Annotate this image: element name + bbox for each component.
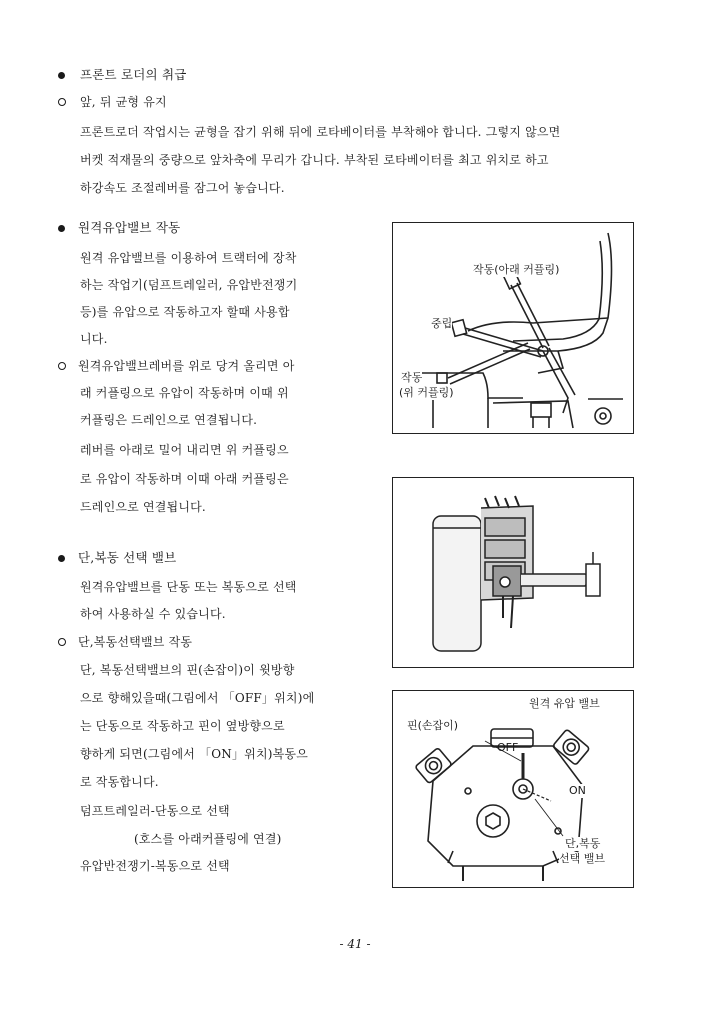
item-line: 원격유압밸브레버를 위로 당겨 올리면 아 — [78, 359, 295, 373]
label-lower-coupling-1: 작동 — [401, 371, 423, 384]
sub-heading-selector-operation: 단,복동선택밸브 작동 — [78, 635, 193, 649]
valve-mount-drawing — [393, 478, 635, 669]
label-lower-coupling-2: (위 커플링) — [399, 386, 454, 399]
paragraph-line: 하는 작업기(덤프트레일러, 유압반전쟁기 — [80, 278, 298, 292]
lever-drawing — [393, 223, 635, 435]
open-bullet-icon — [58, 98, 66, 106]
page-number: - 41 - — [339, 937, 371, 951]
label-off: OFF — [497, 741, 519, 754]
figure-selector-valve — [392, 690, 634, 888]
open-bullet-icon — [58, 362, 66, 370]
section-heading-selector-valve: 단,복동 선택 밸브 — [78, 550, 177, 565]
label-upper-coupling: 작동(아래 커플링) — [473, 263, 560, 276]
paragraph-line: 프론트로더 작업시는 균형을 잡기 위해 뒤에 로타베이터를 부착해야 합니다. 그렇지 않으면 — [80, 125, 561, 139]
sub-heading-balance: 앞, 뒤 균형 유지 — [80, 95, 167, 109]
label-pin-handle: 핀(손잡이) — [407, 719, 459, 732]
section-heading-front-loader: 프론트 로더의 취급 — [80, 67, 187, 82]
section-heading-remote-valve: 원격유압밸브 작동 — [78, 220, 181, 235]
paragraph-line: 원격유압밸브를 단동 또는 복동으로 선택 — [80, 580, 297, 594]
item-line: 로 유압이 작동하며 이때 아래 커플링은 — [80, 472, 289, 486]
item-line: 로 작동합니다. — [80, 775, 159, 789]
paragraph-line: 하여 사용하실 수 있습니다. — [80, 607, 226, 621]
open-bullet-icon — [58, 638, 66, 646]
selection-line: 덤프트레일러-단동으로 선택 — [80, 804, 230, 818]
paragraph-line: 등)를 유압으로 작동하고자 할때 사용합 — [80, 305, 290, 319]
paragraph-line: 원격 유압밸브를 이용하여 트랙터에 장착 — [80, 251, 297, 265]
paragraph-line: 하강속도 조절레버를 잠그어 놓습니다. — [80, 181, 285, 195]
item-line: 드레인으로 연결됩니다. — [80, 500, 206, 514]
paragraph-line: 니다. — [80, 332, 108, 346]
paragraph-line: 버켓 적재물의 중량으로 앞차축에 무리가 갑니다. 부착된 로타베이터를 최고 위치로 하고 — [80, 153, 549, 167]
item-line: 으로 향해있을때(그림에서 「OFF」위치)에 — [80, 691, 315, 705]
filled-bullet-icon — [58, 72, 65, 79]
figure-valve-mount — [392, 477, 634, 668]
selection-line: (호스를 아래커플링에 연결) — [134, 832, 282, 846]
figure-remote-valve-lever — [392, 222, 634, 434]
item-line: 커플링은 드레인으로 연결됩니다. — [80, 413, 258, 427]
item-line: 레버를 아래로 밀어 내리면 위 커플링으 — [80, 443, 289, 457]
label-on: ON — [569, 784, 586, 797]
item-line: 는 단동으로 작동하고 핀이 옆방향으로 — [80, 719, 285, 733]
item-line: 단, 복동선택밸브의 핀(손잡이)이 윗방향 — [80, 663, 295, 677]
label-selector-valve-2: 선택 밸브 — [559, 852, 606, 865]
item-line: 래 커플링으로 유압이 작동하며 이때 위 — [80, 386, 289, 400]
figure-title-remote-valve: 원격 유압 밸브 — [529, 697, 600, 710]
label-selector-valve-1: 단,복동 — [565, 837, 601, 850]
filled-bullet-icon — [58, 225, 65, 232]
item-line: 향하게 되면(그림에서 「ON」위치)복동으 — [80, 747, 309, 761]
selection-line: 유압반전쟁기-복동으로 선택 — [80, 859, 230, 873]
filled-bullet-icon — [58, 555, 65, 562]
label-neutral: 중립 — [431, 317, 453, 330]
